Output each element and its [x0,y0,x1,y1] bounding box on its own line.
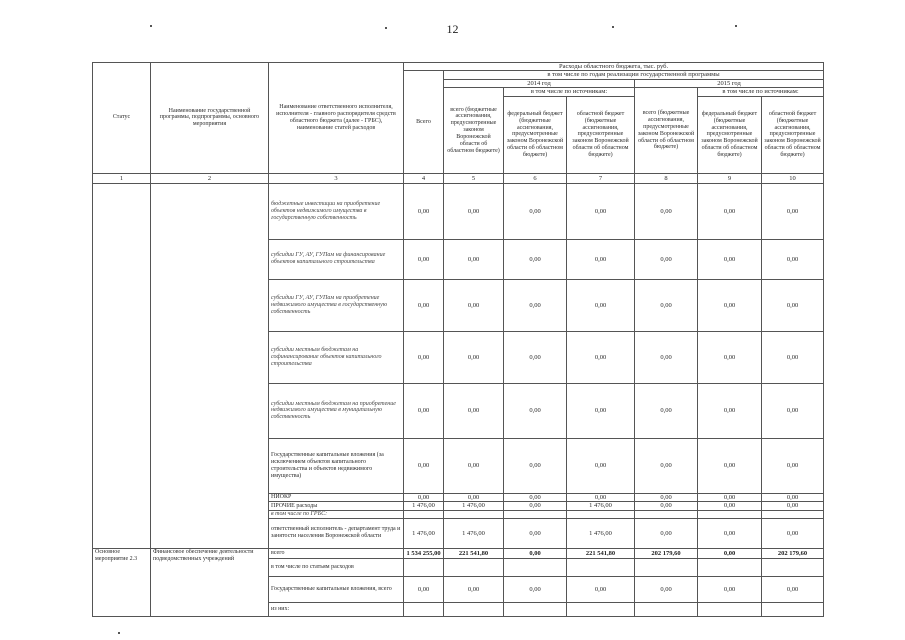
value-cell: 0,00 [567,493,635,501]
value-cell: 0,00 [698,548,762,558]
row-label: субсидии местным бюджетам на софинансирование объектов капитального строительства [269,331,404,383]
value-cell: 202 179,60 [762,548,824,558]
value-cell: 0,00 [635,493,698,501]
value-cell: 0,00 [404,331,444,383]
header-status: Статус [93,63,151,174]
value-cell: 0,00 [404,239,444,279]
value-cell: 0,00 [698,383,762,438]
value-cell: 0,00 [504,383,567,438]
value-cell: 1 476,00 [567,502,635,510]
value-cell: 0,00 [504,438,567,493]
program-cell-empty [151,183,269,548]
value-cell: 0,00 [504,518,567,548]
row-label: субсидии ГУ, АУ, ГУПам на приобретение недвижимого имущества в государственную собственность [269,279,404,331]
col-number: 8 [635,173,698,183]
value-cell [404,510,444,518]
main-event-total-label: всего [269,548,404,558]
value-cell: 0,00 [444,183,504,239]
value-cell: 0,00 [635,279,698,331]
header-col9: федеральный бюджет (бюджетные ассигнования, предусмотренные законом Воронежской области об областном бюджете) [698,96,762,173]
value-cell: 202 179,60 [635,548,698,558]
value-cell: 0,00 [635,502,698,510]
empty-cell [504,602,567,616]
value-cell: 0,00 [504,548,567,558]
value-cell: 0,00 [762,279,824,331]
empty-cell [698,602,762,616]
empty-cell [635,558,698,576]
header-budget-title: Расходы областного бюджета, тыс. руб. [404,63,824,71]
value-cell: 0,00 [404,438,444,493]
value-cell: 0,00 [698,331,762,383]
value-cell: 0,00 [762,183,824,239]
value-cell: 0,00 [444,576,504,602]
empty-cell [404,558,444,576]
empty-cell [635,602,698,616]
empty-cell [444,558,504,576]
value-cell: 1 534 255,00 [404,548,444,558]
empty-cell [567,558,635,576]
table-row [93,183,824,239]
value-cell: 0,00 [698,518,762,548]
value-cell: 0,00 [635,576,698,602]
value-cell: 1 476,00 [404,502,444,510]
value-cell: 0,00 [504,331,567,383]
value-cell: 0,00 [504,279,567,331]
value-cell: 0,00 [698,279,762,331]
value-cell: 0,00 [762,493,824,501]
header-year-2015: 2015 год [635,79,824,87]
value-cell: 0,00 [698,493,762,501]
value-cell: 0,00 [504,239,567,279]
value-cell: 0,00 [762,331,824,383]
value-cell: 0,00 [635,331,698,383]
row-label: субсидии местным бюджетам на приобретение недвижимого имущества в муниципальную собственность [269,383,404,438]
empty-cell [567,602,635,616]
value-cell: 0,00 [762,518,824,548]
value-cell: 0,00 [404,183,444,239]
status-cell-empty [93,183,151,548]
value-cell: 0,00 [567,576,635,602]
empty-cell [698,558,762,576]
value-cell: 1 476,00 [444,518,504,548]
scan-speck [385,27,387,29]
value-cell: 0,00 [635,183,698,239]
header-responsible: Наименование ответственного исполнителя, исполнителя - главного распорядителя средств областного бюджета (далее - ГРБС), наименование статей расходов [269,63,404,174]
header-col7: областной бюджет (бюджетные ассигнования, предусмотренные законом Воронежской области об областном бюджете) [567,96,635,173]
value-cell: 0,00 [762,502,824,510]
value-cell: 0,00 [567,279,635,331]
row-label: ответственный исполнитель - департамент труда и занятости населения Воронежской области [269,518,404,548]
header-col6: федеральный бюджет (бюджетные ассигнования, предусмотренные законом Воронежской области об областном бюджете) [504,96,567,173]
value-cell [698,510,762,518]
scan-speck [150,25,152,27]
value-cell: 0,00 [635,383,698,438]
main-event-status: Основное мероприятие 2.3 [93,548,151,616]
value-cell [444,510,504,518]
empty-cell [444,602,504,616]
col-number: 1 [93,173,151,183]
row-label: ПРОЧИЕ расходы [269,502,404,510]
row-label: НИОКР [269,493,404,501]
header-year-2014: 2014 год [444,79,635,87]
value-cell: 0,00 [567,383,635,438]
main-event-by-articles: в том числе по статьям расходов [269,558,404,576]
value-cell: 0,00 [635,239,698,279]
header-program-name: Наименование государственной программы, подпрограммы, основного мероприятия [151,63,269,174]
main-event-name: Финансовое обеспечение деятельности подведомственных учреждений [151,548,269,616]
header-total: Всего [404,71,444,173]
scan-speck [612,26,614,28]
empty-cell [504,558,567,576]
value-cell: 0,00 [404,493,444,501]
value-cell: 0,00 [444,493,504,501]
col-number: 4 [404,173,444,183]
budget-table [92,62,824,617]
value-cell: 0,00 [762,576,824,602]
value-cell [567,510,635,518]
col-number: 9 [698,173,762,183]
value-cell: 0,00 [444,383,504,438]
header-col8: всего (бюджетные ассигнования, предусмотренные законом Воронежской области об областном бюджете) [635,88,698,173]
scan-speck [118,632,120,634]
value-cell: 0,00 [444,331,504,383]
main-event-of-which: из них: [269,602,404,616]
value-cell: 0,00 [698,576,762,602]
value-cell: 0,00 [404,279,444,331]
col-number: 6 [504,173,567,183]
value-cell: 0,00 [762,239,824,279]
value-cell: 0,00 [762,383,824,438]
value-cell: 0,00 [504,502,567,510]
col-number: 7 [567,173,635,183]
value-cell: 0,00 [404,576,444,602]
value-cell: 0,00 [567,331,635,383]
value-cell: 0,00 [698,183,762,239]
value-cell: 0,00 [504,576,567,602]
empty-cell [762,558,824,576]
header-including-program: в том числе по годам реализации государственной программы [444,71,824,79]
value-cell [635,510,698,518]
value-cell: 0,00 [567,438,635,493]
value-cell: 0,00 [698,239,762,279]
header-col10: областной бюджет (бюджетные ассигнования, предусмотренные законом Воронежской области об областном бюджете) [762,96,824,173]
scan-speck [735,25,737,27]
value-cell: 0,00 [567,239,635,279]
main-event-capital-label: Государственные капитальные вложения, всего [269,576,404,602]
value-cell [762,510,824,518]
value-cell: 0,00 [635,438,698,493]
page-number: 12 [446,22,459,36]
value-cell: 221 541,80 [444,548,504,558]
row-label: в том числе по ГРБС: [269,510,404,518]
empty-cell [762,602,824,616]
value-cell: 0,00 [567,183,635,239]
col-number: 2 [151,173,269,183]
value-cell: 0,00 [762,438,824,493]
value-cell: 0,00 [444,279,504,331]
value-cell: 0,00 [635,518,698,548]
row-label: субсидии ГУ, АУ, ГУПам на финансирование объектов капитального строительства [269,239,404,279]
row-label: Государственные капитальные вложения (за исключением объектов капитального строительства и объектов недвижимого имущества) [269,438,404,493]
table-row-main-event [93,548,824,558]
header-by-sources-2015: в том числе по источникам: [698,88,824,96]
value-cell: 1 476,00 [567,518,635,548]
value-cell: 0,00 [504,493,567,501]
value-cell: 221 541,80 [567,548,635,558]
row-label: бюджетные инвестиции на приобретение объектов недвижимого имущества в государственную собственность [269,183,404,239]
value-cell: 0,00 [404,383,444,438]
value-cell: 0,00 [504,183,567,239]
value-cell: 1 476,00 [404,518,444,548]
value-cell: 1 476,00 [444,502,504,510]
header-by-sources-2014: в том числе по источникам: [504,88,635,96]
value-cell [504,510,567,518]
value-cell: 0,00 [698,502,762,510]
value-cell: 0,00 [444,239,504,279]
col-number: 5 [444,173,504,183]
col-number: 10 [762,173,824,183]
empty-cell [404,602,444,616]
header-col5: всего (бюджетные ассигнования, предусмотренные законом Воронежской области об областном бюджете) [444,88,504,173]
col-number: 3 [269,173,404,183]
value-cell: 0,00 [698,438,762,493]
value-cell: 0,00 [444,438,504,493]
